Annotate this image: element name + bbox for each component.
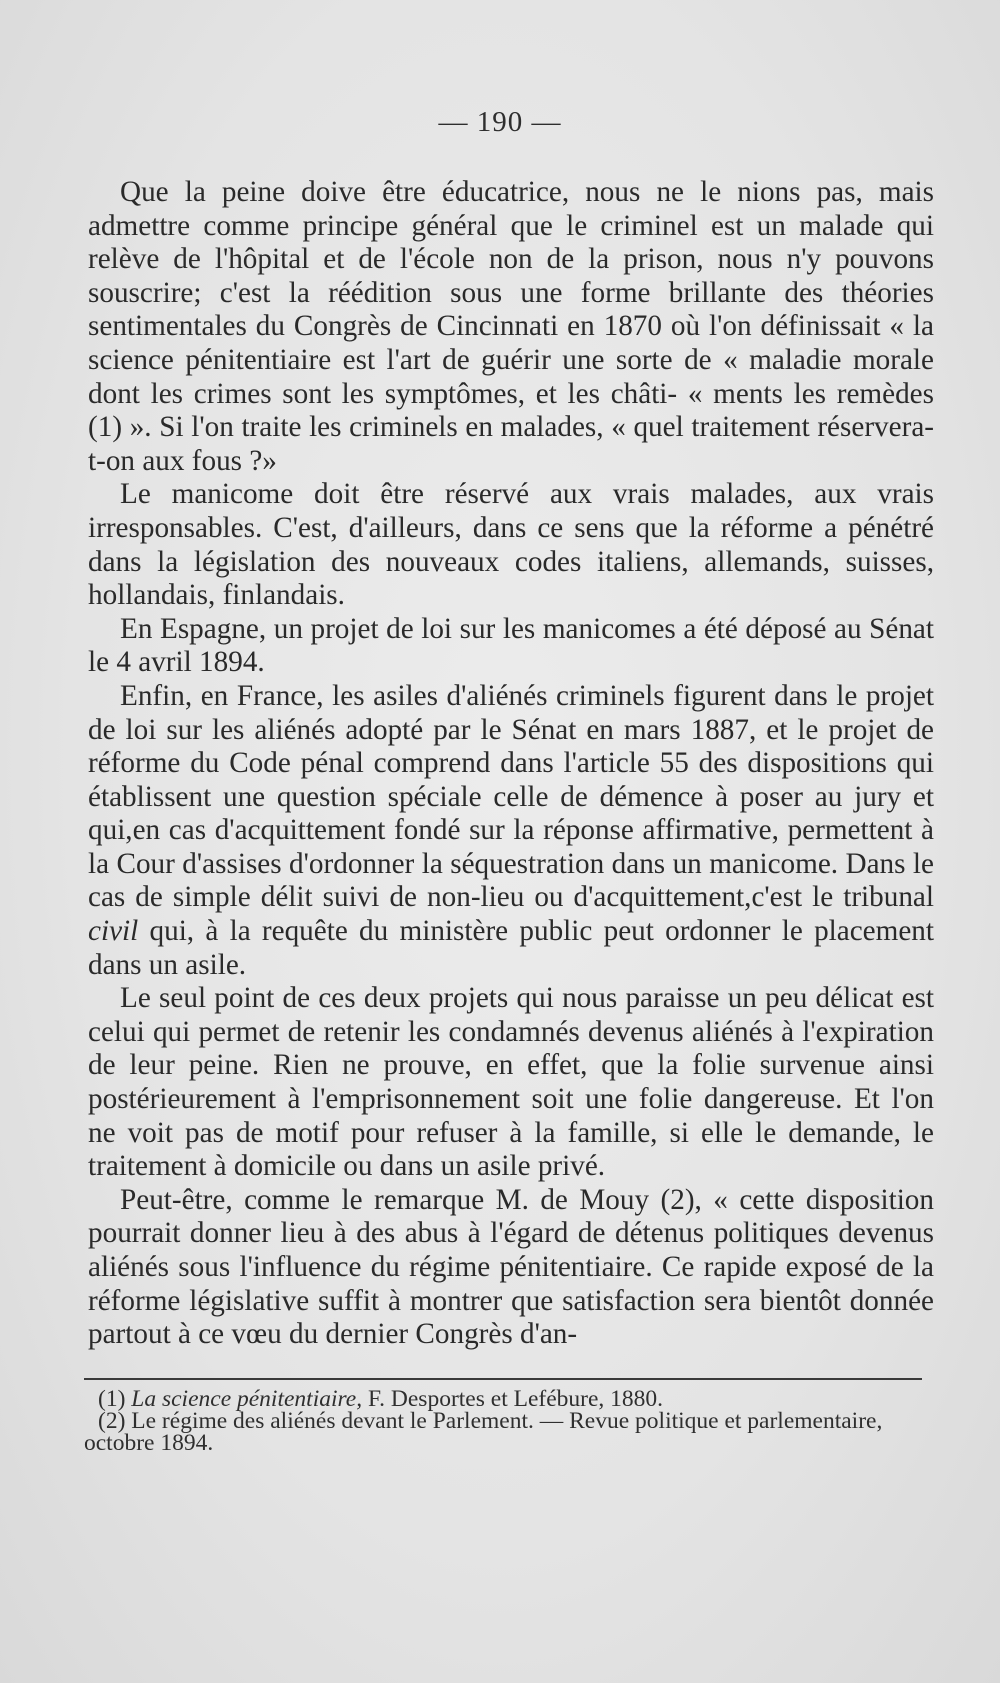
footnote-1-rest: F. Desportes et Lefébure, 1880. [362, 1386, 664, 1412]
italic-word: civil [88, 915, 139, 948]
footnote-1-marker: (1) [98, 1386, 132, 1412]
paragraph-5: Le seul point de ces deux projets qui nous paraisse un peu délicat est celui qui permet de retenir les condamnés devenus aliénés à l'expiration de leur peine. Rien ne prouve, en effet, que la folie survenue ainsi postérieurement à l'emprisonnement soit une folie dangereuse. Et l'on ne voit pas de motif pour refuser à la famille, si elle le demande, le traitement à domicile ou dans un asile privé. [88, 982, 934, 1183]
paragraph-4-tail: qui, à la requête du ministère public peut ordonner le placement dans un asile. [88, 915, 934, 981]
body-text [88, 176, 934, 1352]
footnote-divider [84, 1378, 922, 1380]
page-number: — 190 — [438, 106, 562, 138]
paragraph-4 [88, 680, 934, 982]
footnote-2: (2) Le régime des aliénés devant le Parlement. — Revue politique et parlementaire, octobre 1894. [84, 1408, 883, 1456]
paragraph-3: En Espagne, un projet de loi sur les manicomes a été déposé au Sénat le 4 avril 1894. [88, 612, 934, 679]
footnotes [84, 1388, 934, 1454]
paragraph-1: Que la peine doive être éducatrice, nous ne le nions pas, mais admettre comme principe général que le criminel est un malade qui relève de l'hôpital et de l'école non de la prison, nous n'y pouvons souscrire; c'est la réédition sous une forme brillante des théories sentimentales du Congrès de Cincinnati en 1870 où l'on définissait « la science pénitentiaire est l'art de guérir une sorte de « maladie morale dont les crimes sont les symptômes, et les châti- « ments les remèdes (1) ». Si l'on traite les criminels en malades, « quel traitement réservera-t-on aux fous ?» [88, 176, 934, 477]
footnote-1 [84, 1388, 934, 1410]
paragraph-2: Le manicome doit être réservé aux vrais malades, aux vrais irresponsables. C'est, d'ailleurs, dans ce sens que la réforme a pénétré dans la législation des nouveaux codes italiens, allemands, suisses, hollandais, finlandais. [88, 478, 934, 612]
paragraph-6: Peut-être, comme le remarque M. de Mouy (2), « cette disposition pourrait donner lieu à des abus à l'égard de détenus politiques devenus aliénés sous l'influence du régime pénitentiaire. Ce rapide exposé de la réforme législative suffit à montrer que satisfaction sera bientôt donnée partout à ce vœu du dernier Congrès d'an- [88, 1183, 934, 1351]
paragraph-4-text: Enfin, en France, les asiles d'aliénés criminels figurent dans le projet de loi sur les aliénés adopté par le Sénat en mars 1887, et le projet de réforme du Code pénal comprend dans l'article 55 des dispositions qui établissent une question spéciale celle de démence à poser au jury et qui,en cas d'acquittement fondé sur la réponse affirmative, permettent à la Cour d'assises d'ordonner la séquestration dans un manicome. Dans le cas de simple délit suivi de non-lieu ou d'acquittement,c'est le tribunal [88, 679, 934, 914]
footnote-1-title: La science pénitentiaire, [131, 1386, 363, 1412]
